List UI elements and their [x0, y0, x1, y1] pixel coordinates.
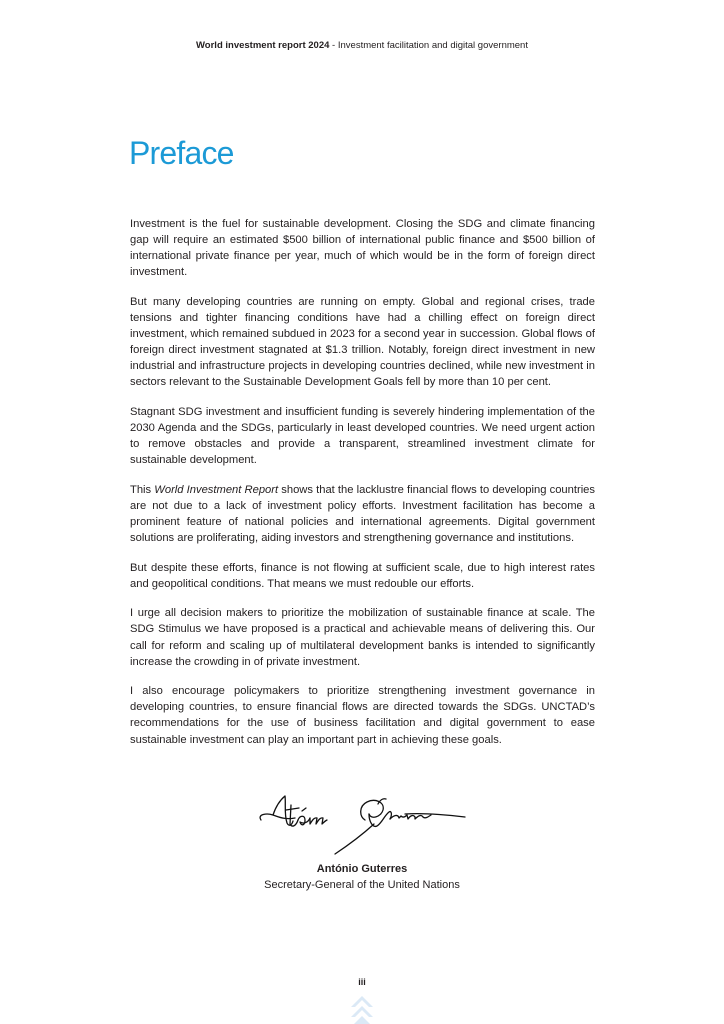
- paragraph-4-rest: shows that the lacklustre financial flows to developing countries are not due to a lack of investment policy efforts. Investment facilitation has become a prominent feature of national policies and international agreements. Digital government solutions are proliferating, aiding investors and strengthening governance and institutions.: [130, 483, 596, 545]
- header-separator: -: [329, 40, 338, 51]
- page-number: iii: [358, 977, 366, 987]
- paragraph-4: [130, 482, 595, 546]
- report-subtitle: Investment facilitation and digital government: [337, 40, 528, 51]
- report-title: World investment report 2024: [196, 40, 330, 51]
- up-arrow-icon[interactable]: [350, 996, 374, 1024]
- paragraph-7: I also encourage policymakers to prioritize strengthening investment governance in developing countries, to ensure financial flows are directed towards the SDGs. UNCTAD’s recommendations for the use of business facilitation and digital government to ease sustainable investment can play an important part in achieving these goals.: [130, 685, 595, 746]
- signature-image: [255, 790, 470, 860]
- signatory-name: António Guterres: [316, 863, 408, 875]
- signatory-title: Secretary-General of the United Nations: [264, 879, 460, 891]
- paragraph-3: Stagnant SDG investment and insufficient funding is severely hindering implementation of the 2030 Agenda and the SDGs, particularly in least developed countries. We need urgent action to remove obstacles and provide a transparent, streamlined investment climate for sustainable development.: [130, 405, 595, 467]
- paragraph-4-lead: This: [130, 483, 155, 496]
- page-title: Preface: [129, 135, 234, 171]
- paragraph-2: But many developing countries are running on empty. Global and regional crises, trade tensions and tighter financing conditions have had a chilling effect on foreign direct investment, which remained subdued in 2023 for a second year in succession. Global flows of foreign direct investment stagnated at $1.3 trillion. Notably, foreign direct investment in new industrial and infrastructure projects in developing countries declined, while new investment in sectors relevant to the Sustainable Development Goals fell by more than 10 per cent.: [130, 295, 595, 389]
- report-name-italic: World Investment Report: [154, 483, 279, 496]
- running-header: [0, 39, 724, 52]
- preface-body: [130, 216, 595, 761]
- paragraph-1: Investment is the fuel for sustainable development. Closing the SDG and climate financing gap will require an estimated $500 billion of international public finance and $500 billion of international private finance per year, much of which would be in the form of foreign direct investment.: [130, 218, 595, 279]
- paragraph-6: I urge all decision makers to prioritize the mobilization of sustainable finance at scale. The SDG Stimulus we have proposed is a practical and achievable means of delivering this. Our call for reform and scaling up of multilateral development banks is intended to significantly increase the crowding in of private investment.: [130, 607, 595, 668]
- paragraph-5: But despite these efforts, finance is not flowing at sufficient scale, due to high interest rates and geopolitical conditions. That means we must redouble our efforts.: [130, 561, 595, 590]
